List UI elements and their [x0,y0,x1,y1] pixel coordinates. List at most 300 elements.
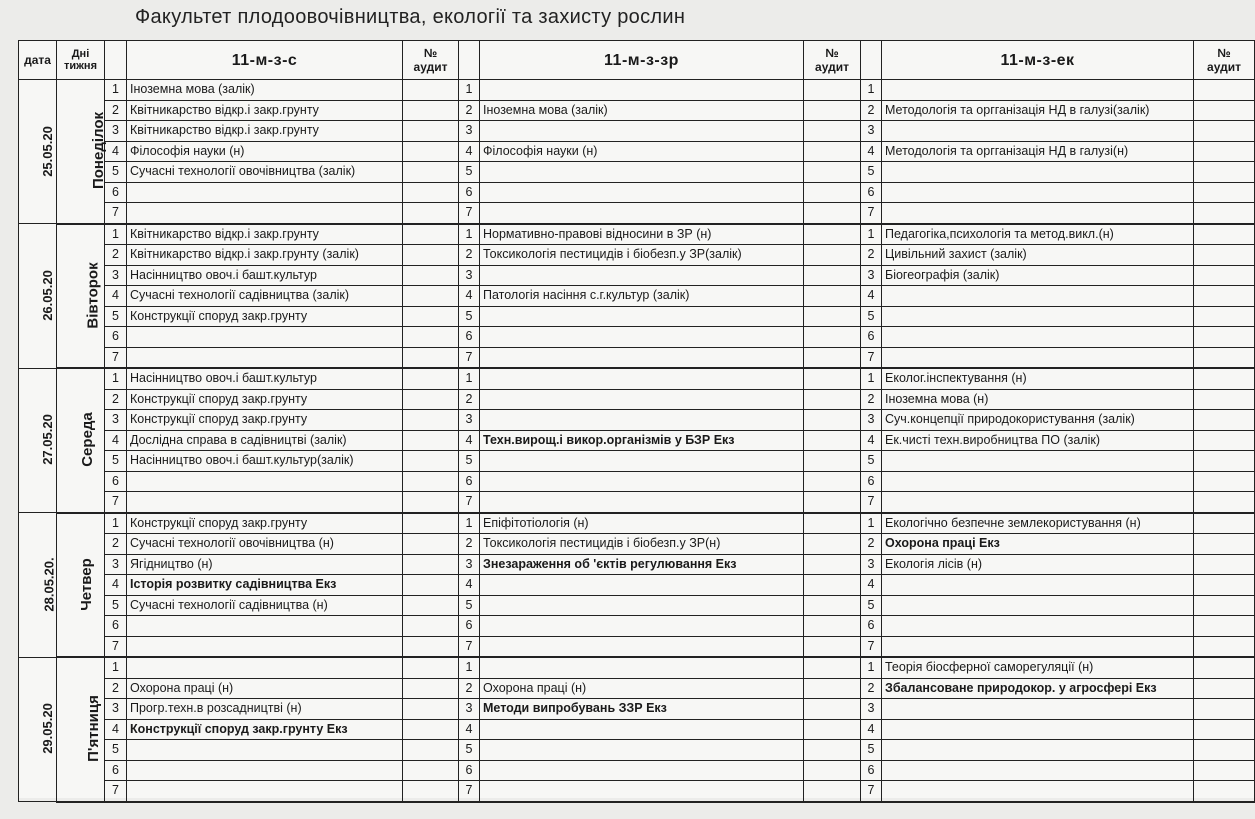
subject-cell-group-s: Прогр.техн.в розсадництві (н) [127,699,403,720]
subject-cell-group-s: Дослідна справа в садівництві (залік) [127,430,403,451]
lesson-number: 5 [105,162,127,183]
auditorium-cell-group-ek [1194,616,1255,637]
lesson-number: 1 [459,513,480,534]
auditorium-cell-group-zr [804,430,861,451]
header-row [19,41,1255,80]
lesson-number: 7 [459,203,480,224]
auditorium-cell-group-zr [804,760,861,781]
day-date [19,513,57,658]
auditorium-cell-group-ek [1194,760,1255,781]
lesson-number: 5 [459,595,480,616]
auditorium-cell-group-zr [804,410,861,431]
subject-cell-group-zr [480,760,804,781]
schedule-row [19,575,1255,596]
lesson-number: 5 [105,595,127,616]
auditorium-cell-group-zr [804,368,861,389]
auditorium-cell-group-s [403,265,459,286]
lesson-number: 3 [861,699,882,720]
subject-cell-group-s [127,203,403,224]
subject-cell-group-zr [480,182,804,203]
auditorium-cell-group-s [403,575,459,596]
subject-cell-group-zr [480,347,804,368]
auditorium-cell-group-ek [1194,657,1255,678]
day-name-text: Середа [78,412,96,468]
schedule-row [19,182,1255,203]
subject-cell-group-ek: Екологічно безпечне землекористування (н) [882,513,1194,534]
day-date [19,80,57,224]
auditorium-cell-group-ek [1194,471,1255,492]
day-date-text: 25.05.20 [39,125,55,177]
lesson-number: 6 [861,471,882,492]
day-date-text: 28.05.20. [41,557,57,612]
lesson-number: 4 [105,430,127,451]
day-name-text: Четвер [77,557,95,611]
page-title: Факультет плодоовочівництва, екології та захисту рослин [135,6,686,28]
schedule-table [18,40,1255,803]
lesson-number: 2 [459,389,480,410]
subject-cell-group-ek [882,595,1194,616]
auditorium-cell-group-zr [804,575,861,596]
auditorium-cell-group-zr [804,657,861,678]
lesson-number: 6 [861,182,882,203]
header-aud-ek [1194,41,1255,80]
lesson-number: 6 [459,327,480,348]
day-name-text: П'ятниця [84,695,102,763]
schedule-row [19,245,1255,266]
lesson-number: 7 [105,347,127,368]
subject-cell-group-zr [480,203,804,224]
lesson-number: 5 [861,595,882,616]
subject-cell-group-ek: Педагогіка,психологія та метод.викл.(н) [882,224,1194,245]
schedule-row [19,554,1255,575]
auditorium-cell-group-s [403,203,459,224]
auditorium-cell-group-zr [804,286,861,307]
lesson-number: 7 [861,347,882,368]
auditorium-cell-group-ek [1194,699,1255,720]
subject-cell-group-zr [480,162,804,183]
subject-cell-group-zr: Методи випробувань ЗЗР Екз [480,699,804,720]
subject-cell-group-zr [480,575,804,596]
lesson-number: 5 [861,740,882,761]
subject-cell-group-s: Насінництво овоч.і башт.культур [127,368,403,389]
auditorium-cell-group-zr [804,80,861,101]
subject-cell-group-s: Сучасні технології садівництва (н) [127,595,403,616]
subject-cell-group-zr: Філософія науки (н) [480,141,804,162]
lesson-number: 7 [459,781,480,802]
subject-cell-group-ek [882,182,1194,203]
subject-cell-group-s: Сучасні технології садівництва (залік) [127,286,403,307]
subject-cell-group-ek [882,286,1194,307]
auditorium-cell-group-ek [1194,781,1255,802]
lesson-number: 7 [861,203,882,224]
lesson-number: 7 [861,636,882,657]
auditorium-cell-group-zr [804,492,861,513]
subject-cell-group-ek: Суч.концепції природокористування (залік) [882,410,1194,431]
subject-cell-group-ek [882,347,1194,368]
schedule-row [19,203,1255,224]
lesson-number: 2 [105,100,127,121]
subject-cell-group-ek [882,575,1194,596]
subject-cell-group-ek: Теорія біосферної саморегуляції (н) [882,657,1194,678]
auditorium-cell-group-zr [804,100,861,121]
lesson-number: 2 [459,100,480,121]
subject-cell-group-ek [882,740,1194,761]
auditorium-cell-group-s [403,451,459,472]
schedule-sheet [18,40,1254,798]
lesson-number: 6 [459,182,480,203]
auditorium-cell-group-s [403,760,459,781]
subject-cell-group-s: Сучасні технології овочівництва (н) [127,534,403,555]
auditorium-cell-group-zr [804,595,861,616]
schedule-row [19,286,1255,307]
subject-cell-group-zr [480,740,804,761]
lesson-number: 3 [861,121,882,142]
schedule-row [19,100,1255,121]
lesson-number: 1 [105,513,127,534]
lesson-number: 6 [105,327,127,348]
auditorium-cell-group-ek [1194,534,1255,555]
subject-cell-group-s: Конструкції споруд закр.грунту Екз [127,719,403,740]
auditorium-cell-group-ek [1194,121,1255,142]
header-day-line1: Дні [71,48,90,60]
lesson-number: 3 [459,410,480,431]
auditorium-cell-group-s [403,740,459,761]
lesson-number: 4 [459,575,480,596]
auditorium-cell-group-s [403,471,459,492]
header-group-ek: 11-м-з-ек [882,41,1194,80]
subject-cell-group-s [127,492,403,513]
auditorium-cell-group-s [403,100,459,121]
auditorium-cell-group-s [403,121,459,142]
auditorium-cell-group-s [403,286,459,307]
header-aud-s-line1: № [423,46,438,60]
auditorium-cell-group-zr [804,451,861,472]
auditorium-cell-group-ek [1194,430,1255,451]
schedule-row [19,513,1255,534]
auditorium-cell-group-zr [804,121,861,142]
lesson-number: 4 [459,286,480,307]
lesson-number: 7 [105,781,127,802]
auditorium-cell-group-zr [804,182,861,203]
lesson-number: 4 [861,575,882,596]
schedule-row [19,451,1255,472]
auditorium-cell-group-ek [1194,100,1255,121]
header-num-blank [861,41,882,80]
subject-cell-group-zr [480,492,804,513]
subject-cell-group-zr [480,595,804,616]
auditorium-cell-group-s [403,554,459,575]
schedule-row [19,534,1255,555]
schedule-row [19,347,1255,368]
auditorium-cell-group-ek [1194,162,1255,183]
subject-cell-group-zr: Знезараження об 'єктів регулювання Екз [480,554,804,575]
lesson-number: 2 [861,534,882,555]
auditorium-cell-group-ek [1194,410,1255,431]
lesson-number: 2 [105,389,127,410]
auditorium-cell-group-s [403,636,459,657]
lesson-number: 3 [105,410,127,431]
lesson-number: 4 [105,719,127,740]
lesson-number: 7 [105,203,127,224]
header-aud-s [403,41,459,80]
subject-cell-group-zr: Іноземна мова (залік) [480,100,804,121]
schedule-row [19,121,1255,142]
subject-cell-group-ek [882,719,1194,740]
schedule-row [19,657,1255,678]
subject-cell-group-ek [882,636,1194,657]
schedule-row [19,430,1255,451]
lesson-number: 6 [459,471,480,492]
subject-cell-group-ek: Збалансоване природокор. у агросфері Екз [882,678,1194,699]
schedule-row [19,471,1255,492]
auditorium-cell-group-s [403,781,459,802]
schedule-row [19,389,1255,410]
subject-cell-group-ek: Цивільний захист (залік) [882,245,1194,266]
auditorium-cell-group-zr [804,327,861,348]
subject-cell-group-s: Іноземна мова (залік) [127,80,403,101]
schedule-row [19,368,1255,389]
lesson-number: 7 [105,492,127,513]
lesson-number: 1 [105,368,127,389]
auditorium-cell-group-s [403,368,459,389]
subject-cell-group-zr [480,719,804,740]
lesson-number: 6 [861,760,882,781]
lesson-number: 2 [861,245,882,266]
lesson-number: 2 [105,678,127,699]
subject-cell-group-ek [882,781,1194,802]
schedule-row [19,699,1255,720]
lesson-number: 1 [459,657,480,678]
lesson-number: 7 [459,347,480,368]
lesson-number: 3 [459,554,480,575]
auditorium-cell-group-ek [1194,389,1255,410]
schedule-row [19,740,1255,761]
subject-cell-group-s: Насінництво овоч.і башт.культур(залік) [127,451,403,472]
auditorium-cell-group-ek [1194,492,1255,513]
subject-cell-group-ek: Ек.чисті техн.виробництва ПО (залік) [882,430,1194,451]
auditorium-cell-group-zr [804,781,861,802]
lesson-number: 2 [459,534,480,555]
lesson-number: 4 [105,141,127,162]
lesson-number: 3 [105,554,127,575]
auditorium-cell-group-zr [804,265,861,286]
auditorium-cell-group-zr [804,347,861,368]
subject-cell-group-ek [882,80,1194,101]
auditorium-cell-group-s [403,595,459,616]
subject-cell-group-s: Охорона праці (н) [127,678,403,699]
auditorium-cell-group-zr [804,471,861,492]
auditorium-cell-group-zr [804,699,861,720]
subject-cell-group-s: Квітникарство відкр.і закр.грунту [127,100,403,121]
lesson-number: 2 [459,245,480,266]
day-date-text: 26.05.20 [39,269,55,321]
auditorium-cell-group-s [403,141,459,162]
auditorium-cell-group-ek [1194,203,1255,224]
header-aud-ek-line2: аудит [1207,60,1241,74]
lesson-number: 2 [861,678,882,699]
header-num-blank [459,41,480,80]
auditorium-cell-group-ek [1194,327,1255,348]
subject-cell-group-ek [882,492,1194,513]
subject-cell-group-s: Ягідництво (н) [127,554,403,575]
subject-cell-group-zr [480,616,804,637]
header-aud-zr-line2: аудит [815,60,849,74]
auditorium-cell-group-ek [1194,141,1255,162]
subject-cell-group-s [127,347,403,368]
subject-cell-group-ek [882,699,1194,720]
lesson-number: 1 [459,224,480,245]
subject-cell-group-s [127,182,403,203]
auditorium-cell-group-ek [1194,595,1255,616]
auditorium-cell-group-zr [804,162,861,183]
subject-cell-group-s: Квітникарство відкр.і закр.грунту (залік) [127,245,403,266]
schedule-row [19,616,1255,637]
day-name [57,80,108,224]
lesson-number: 6 [459,616,480,637]
subject-cell-group-zr [480,410,804,431]
auditorium-cell-group-zr [804,389,861,410]
subject-cell-group-ek [882,760,1194,781]
lesson-number: 7 [861,781,882,802]
lesson-number: 6 [105,616,127,637]
lesson-number: 5 [459,306,480,327]
subject-cell-group-s: Конструкції споруд закр.грунту [127,306,403,327]
subject-cell-group-ek [882,616,1194,637]
auditorium-cell-group-s [403,657,459,678]
auditorium-cell-group-ek [1194,182,1255,203]
lesson-number: 7 [459,492,480,513]
auditorium-cell-group-zr [804,534,861,555]
auditorium-cell-group-s [403,616,459,637]
auditorium-cell-group-zr [804,554,861,575]
lesson-number: 1 [459,368,480,389]
auditorium-cell-group-ek [1194,80,1255,101]
lesson-number: 2 [105,245,127,266]
day-date-text: 27.05.20 [39,414,55,466]
lesson-number: 3 [861,410,882,431]
subject-cell-group-s [127,471,403,492]
lesson-number: 1 [861,368,882,389]
schedule-row [19,678,1255,699]
day-name [57,657,105,802]
subject-cell-group-s: Конструкції споруд закр.грунту [127,389,403,410]
lesson-number: 1 [105,224,127,245]
subject-cell-group-zr [480,80,804,101]
subject-cell-group-s [127,327,403,348]
lesson-number: 4 [861,719,882,740]
header-aud-s-line2: аудит [413,60,448,74]
subject-cell-group-ek: Еколог.інспектування (н) [882,368,1194,389]
subject-cell-group-s: Конструкції споруд закр.грунту [127,513,403,534]
subject-cell-group-ek: Іноземна мова (н) [882,389,1194,410]
auditorium-cell-group-zr [804,616,861,637]
subject-cell-group-zr [480,368,804,389]
auditorium-cell-group-s [403,327,459,348]
lesson-number: 6 [459,760,480,781]
auditorium-cell-group-s [403,80,459,101]
lesson-number: 3 [459,699,480,720]
lesson-number: 5 [861,306,882,327]
lesson-number: 2 [861,100,882,121]
auditorium-cell-group-s [403,719,459,740]
lesson-number: 4 [861,430,882,451]
lesson-number: 1 [861,657,882,678]
schedule-row [19,595,1255,616]
auditorium-cell-group-s [403,513,459,534]
schedule-row [19,265,1255,286]
subject-cell-group-ek [882,162,1194,183]
auditorium-cell-group-s [403,492,459,513]
auditorium-cell-group-s [403,699,459,720]
lesson-number: 2 [105,534,127,555]
subject-cell-group-zr [480,121,804,142]
subject-cell-group-ek: Охорона праці Екз [882,534,1194,555]
header-num-blank [105,41,127,80]
auditorium-cell-group-ek [1194,636,1255,657]
auditorium-cell-group-ek [1194,368,1255,389]
day-date-text: 29.05.20 [39,703,55,755]
auditorium-cell-group-s [403,430,459,451]
subject-cell-group-ek [882,471,1194,492]
header-date: дата [19,41,57,80]
schedule-row [19,162,1255,183]
auditorium-cell-group-zr [804,719,861,740]
lesson-number: 7 [459,636,480,657]
schedule-row [19,719,1255,740]
subject-cell-group-zr: Токсикологія пестицидів і біобезп.у ЗР(н) [480,534,804,555]
subject-cell-group-zr [480,636,804,657]
lesson-number: 5 [105,306,127,327]
auditorium-cell-group-s [403,306,459,327]
header-day-line2: тижня [63,60,97,72]
lesson-number: 6 [861,616,882,637]
lesson-number: 6 [105,760,127,781]
schedule-row [19,224,1255,245]
subject-cell-group-s [127,636,403,657]
schedule-row [19,636,1255,657]
lesson-number: 6 [105,182,127,203]
lesson-number: 3 [105,699,127,720]
subject-cell-group-ek: Методологія та оргганізація НД в галузі(залік) [882,100,1194,121]
auditorium-cell-group-s [403,245,459,266]
lesson-number: 2 [861,389,882,410]
auditorium-cell-group-ek [1194,245,1255,266]
subject-cell-group-zr: Патологія насіння с.г.культур (залік) [480,286,804,307]
auditorium-cell-group-zr [804,245,861,266]
subject-cell-group-s [127,781,403,802]
lesson-number: 1 [105,80,127,101]
subject-cell-group-zr: Охорона праці (н) [480,678,804,699]
auditorium-cell-group-ek [1194,554,1255,575]
schedule-row [19,80,1255,101]
lesson-number: 3 [105,121,127,142]
subject-cell-group-zr [480,657,804,678]
day-name [57,224,105,369]
schedule-row [19,141,1255,162]
schedule-row [19,306,1255,327]
header-group-zr: 11-м-з-зр [480,41,804,80]
subject-cell-group-s [127,760,403,781]
day-name-text: Понеділок [90,112,108,190]
day-date [19,657,57,802]
subject-cell-group-ek [882,451,1194,472]
header-day [57,41,105,80]
lesson-number: 4 [861,141,882,162]
day-date [19,224,57,369]
subject-cell-group-zr [480,327,804,348]
auditorium-cell-group-zr [804,513,861,534]
lesson-number: 3 [861,265,882,286]
